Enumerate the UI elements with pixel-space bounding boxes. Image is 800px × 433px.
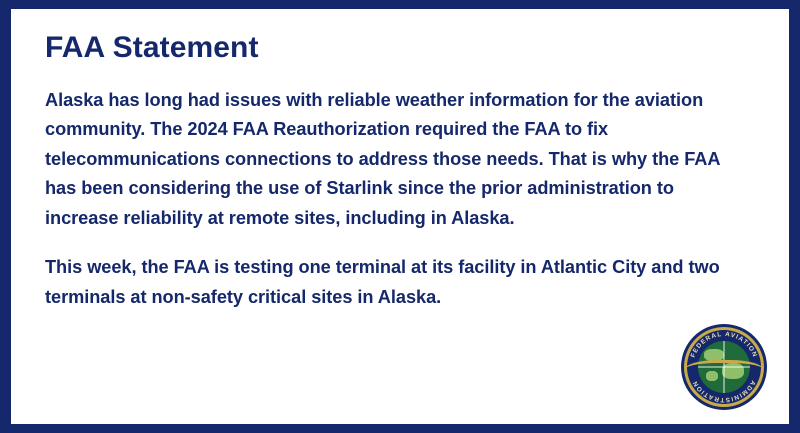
faa-seal-icon [681,324,767,410]
statement-body [11,9,789,424]
seal-text-top: FEDERAL AVIATION [689,330,759,359]
page-title: FAA Statement [45,31,259,64]
statement-card [11,9,789,424]
statement-paragraph-2: This week, the FAA is testing one terminal at its facility in Atlantic City and two terminals at non-safety critical sites in Alaska. [45,257,720,307]
seal-text-bottom: ADMINISTRATION [691,379,757,404]
statement-paragraph-1: Alaska has long had issues with reliable weather information for the aviation community. The 2024 FAA Reauthorization required the FAA to fix telecommunications connections to address those needs. That is why the FAA has been considering the use of Starlink since the prior administration to increase reliability at remote sites, including in Alaska. [45,90,720,228]
seal-text-ring [681,324,767,410]
